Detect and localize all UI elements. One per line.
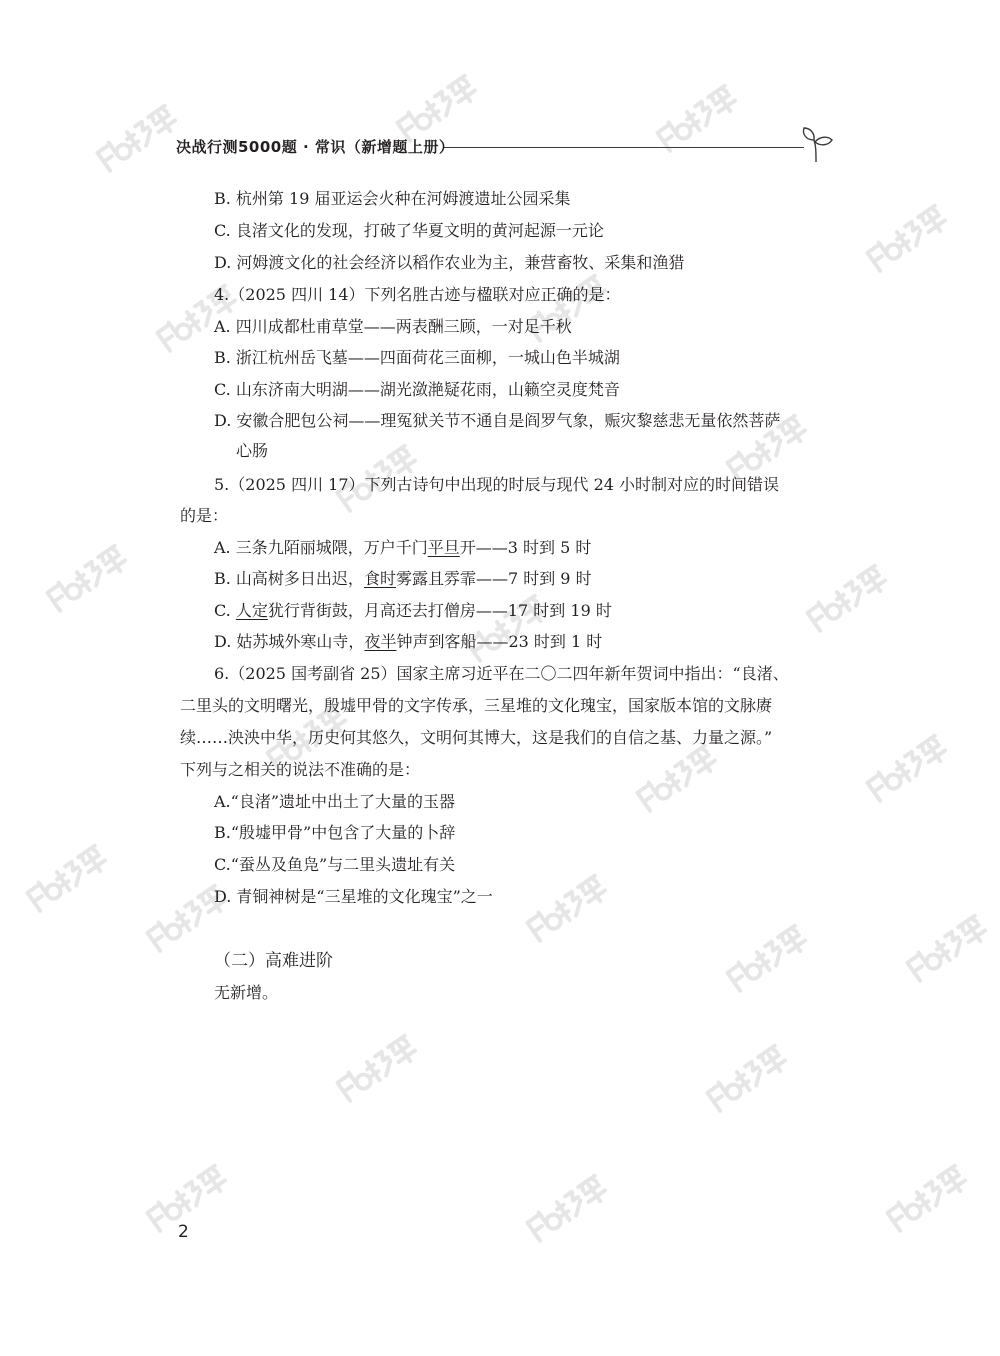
q4-option-d-continued: 心肠 [236,441,269,460]
q6-stem-line2: 二里头的文明曙光，殷墟甲骨的文字传承，三星堆的文化瑰宝，国家版本馆的文脉赓 [180,696,773,715]
q6-stem-line4: 下列与之相关的说法不准确的是： [180,760,421,779]
q5-option-a [214,537,591,559]
q3-option-b: B. 杭州第 19 届亚运会火种在河姆渡遗址公园采集 [214,189,571,208]
q5-option-b-pre: B. 山高树多日出迟， [214,569,364,588]
page-number: 2 [178,1222,189,1242]
q6-option-a: A.“良渚”遗址中出土了大量的玉器 [214,792,456,811]
q5-option-d-post: 钟声到客船——23 时到 1 时 [396,632,603,651]
q3-option-c: C. 良渚文化的发现，打破了华夏文明的黄河起源一元论 [214,221,604,240]
q5-option-d-pre: D. 姑苏城外寒山寺， [214,632,365,651]
q5-option-b-post: 雾露且雰霏——7 时到 9 时 [395,569,592,588]
q5-option-b-term: 食时 [363,569,396,588]
q6-option-c: C.“蚕丛及鱼凫”与二里头遗址有关 [214,855,456,874]
q5-option-a-term: 平旦 [427,538,460,557]
q4-option-d: D. 安徽合肥包公祠——理冤狱关节不通自是阎罗气象，赈灾黎慈悲无量依然菩萨 [214,411,781,430]
q5-option-a-post: 开——3 时到 5 时 [459,538,592,557]
q5-stem-continued: 的是： [180,506,229,525]
q4-option-c: C. 山东济南大明湖——湖光潋滟疑花雨，山籁空灵度梵音 [214,380,620,399]
q5-option-d-term: 夜半 [364,632,397,651]
q5-option-b [214,568,592,590]
section-title: （二）高难进阶 [214,951,333,971]
q5-option-a-pre: A. 三条九陌丽城隈，万户千门 [214,538,428,557]
q5-option-d [214,631,602,653]
q6-stem: 6.（2025 国考副省 25）国家主席习近平在二〇二四年新年贺词中指出：“良渚、 [214,664,789,683]
q4-option-b: B. 浙江杭州岳飞墓——四面荷花三面柳，一城山色半城湖 [214,348,620,367]
q5-option-c [214,600,612,622]
q4-option-a: A. 四川成都杜甫草堂——两表酬三顾，一对足千秋 [214,317,572,336]
q5-stem: 5.（2025 四川 17）下列古诗句中出现的时辰与现代 24 小时制对应的时间错误 [214,475,780,494]
q5-option-c-post: 犹行背街鼓，月高还去打僧房——17 时到 19 时 [267,601,612,620]
q6-option-b: B.“殷墟甲骨”中包含了大量的卜辞 [214,823,456,842]
q6-stem-line3: 续……泱泱中华，历史何其悠久，文明何其博大，这是我们的自信之基、力量之源。” [180,728,773,747]
q5-option-c-term: 人定 [235,601,268,620]
q4-stem: 4.（2025 四川 14）下列名胜古迹与楹联对应正确的是： [214,285,621,304]
header-title: 决战行测5000题 · 常识（新增题上册） [176,138,455,156]
q6-option-d: D. 青铜神树是“三星堆的文化瑰宝”之一 [214,887,493,906]
q5-option-c-pre: C. [214,601,236,620]
section-content: 无新增。 [214,983,279,1002]
q3-option-d: D. 河姆渡文化的社会经济以稻作农业为主，兼营畜牧、采集和渔猎 [214,253,685,272]
